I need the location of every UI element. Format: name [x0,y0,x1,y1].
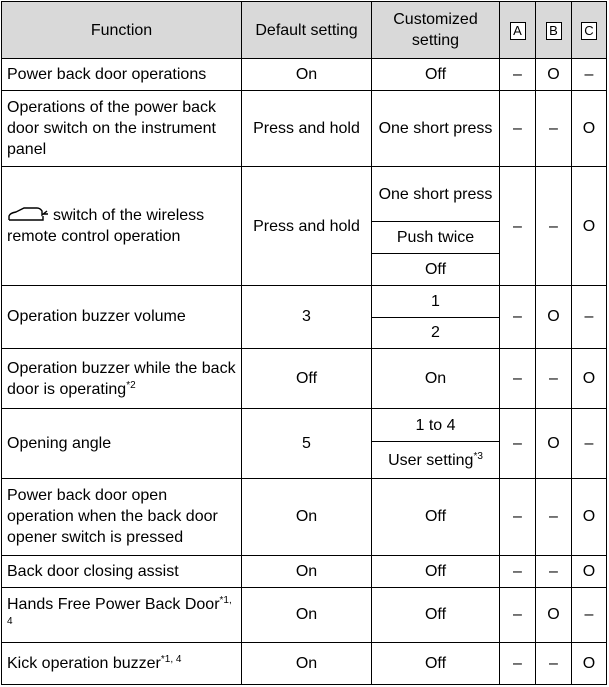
a-cell: – [500,409,536,479]
default-cell: Press and hold [242,167,372,285]
header-a [500,2,536,59]
function-cell [2,587,242,642]
default-cell: On [242,479,372,555]
custom-cell: Off [372,642,500,684]
custom-cell [372,442,500,479]
function-cell [2,167,242,285]
function-cell [2,348,242,408]
car-back-door-icon [7,206,51,222]
b-cell: – [536,555,572,587]
default-cell: On [242,642,372,684]
table-row [2,587,607,642]
table-row [2,167,607,221]
function-cell: Operations of the power back door switch on the instrument panel [2,91,242,167]
b-cell: – [536,91,572,167]
header-a-label: A [510,22,526,40]
b-cell: O [536,285,572,348]
table-row [2,285,607,317]
custom-cell: Push twice [372,221,500,253]
table-row [2,348,607,408]
custom-cell: 1 [372,285,500,317]
customization-table [1,1,607,685]
c-cell: O [572,91,607,167]
header-function: Function [2,2,242,59]
b-cell: – [536,348,572,408]
a-cell: – [500,555,536,587]
table-row [2,409,607,442]
custom-cell: One short press [372,91,500,167]
b-cell: – [536,642,572,684]
table-row [2,479,607,555]
default-cell: On [242,59,372,91]
b-cell: – [536,167,572,285]
function-cell: Operation buzzer volume [2,285,242,348]
function-cell [2,642,242,684]
footnote-mark: *3 [473,450,483,462]
table-row [2,555,607,587]
table-row [2,642,607,684]
footnote-mark: *1, 4 [160,653,182,665]
footnote-mark: *2 [126,379,136,391]
c-cell: O [572,555,607,587]
a-cell: – [500,59,536,91]
b-cell: O [536,587,572,642]
custom-cell: On [372,348,500,408]
table-row [2,91,607,167]
function-cell: Opening angle [2,409,242,479]
b-cell: O [536,409,572,479]
default-cell: 5 [242,409,372,479]
function-cell: Back door closing assist [2,555,242,587]
a-cell: – [500,642,536,684]
function-text: Operation buzzer while the back door is operating [7,359,236,398]
c-cell: – [572,409,607,479]
default-cell: Off [242,348,372,408]
c-cell: – [572,285,607,348]
b-cell: – [536,479,572,555]
header-row [2,2,607,59]
c-cell: O [572,642,607,684]
function-text: Hands Free Power Back Door [7,595,220,613]
default-cell: 3 [242,285,372,348]
a-cell: – [500,285,536,348]
a-cell: – [500,348,536,408]
header-c-label: C [581,22,597,40]
custom-cell: Off [372,479,500,555]
a-cell: – [500,587,536,642]
function-text: switch of the wireless remote control operation [7,207,205,246]
c-cell: O [572,348,607,408]
custom-cell: 1 to 4 [372,409,500,442]
default-cell: Press and hold [242,91,372,167]
custom-cell: 2 [372,317,500,348]
header-b-label: B [546,22,562,40]
header-c [572,2,607,59]
c-cell: O [572,167,607,285]
custom-cell: Off [372,587,500,642]
c-cell: O [572,479,607,555]
header-custom: Customized setting [372,2,500,59]
default-cell: On [242,587,372,642]
table-row [2,59,607,91]
custom-cell: Off [372,59,500,91]
custom-cell: One short press [372,167,500,221]
header-b [536,2,572,59]
custom-cell: Off [372,555,500,587]
function-cell: Power back door operations [2,59,242,91]
c-cell: – [572,587,607,642]
function-cell: Power back door open operation when the back door opener switch is pressed [2,479,242,555]
custom-cell: Off [372,253,500,285]
b-cell: O [536,59,572,91]
function-text: Kick operation buzzer [7,654,161,672]
a-cell: – [500,91,536,167]
default-cell: On [242,555,372,587]
custom-text: User setting [388,451,474,469]
a-cell: – [500,167,536,285]
a-cell: – [500,479,536,555]
c-cell: – [572,59,607,91]
header-default: Default setting [242,2,372,59]
footnote-mark: *1, 4 [7,594,232,627]
